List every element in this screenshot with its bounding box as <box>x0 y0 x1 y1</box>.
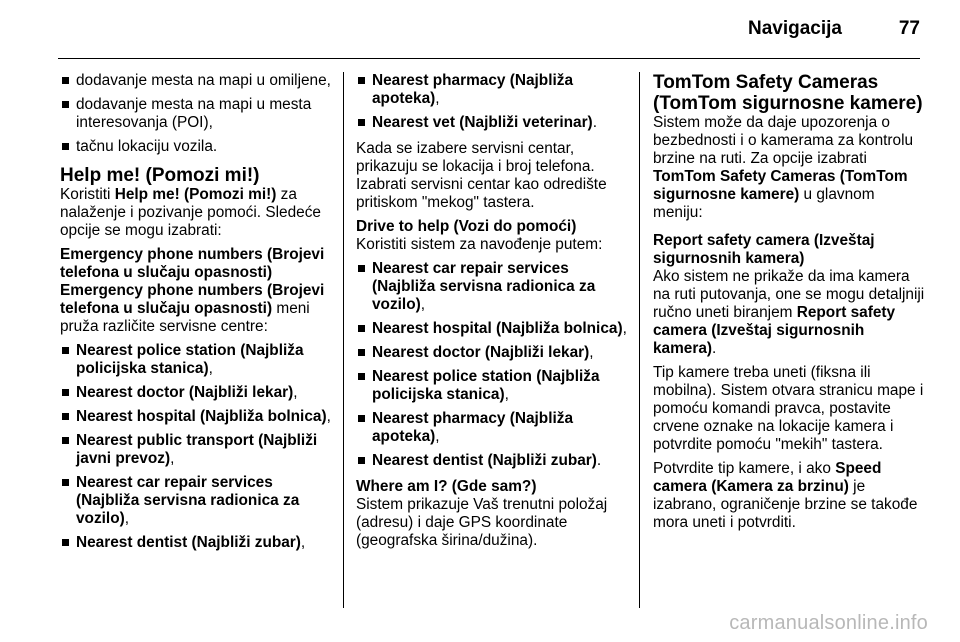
list-item: Nearest police station (Najbliža policijska stanica), <box>60 342 332 378</box>
column-divider-2 <box>639 72 640 608</box>
service-center-paragraph: Kada se izabere servisni centar, prikazuju se lokacija i broj telefona. Izabrati servisni centar kao odredište pritiskom "mekog" tastera. <box>356 140 607 211</box>
watermark: carmanualsonline.info <box>729 612 928 634</box>
report-subheading: Report safety camera (Izveštaj sigurnosnih kamera) <box>653 232 875 267</box>
where-paragraph: Sistem prikazuje Vaš trenutni položaj (adresu) i daje GPS koordinate (geografska širina/dužina). <box>356 496 608 549</box>
services-list <box>60 342 332 552</box>
list-item: tačnu lokaciju vozila. <box>60 138 332 156</box>
top-bullet-list <box>356 72 632 132</box>
page-header <box>0 0 960 60</box>
drive-paragraph: Koristiti sistem za navođenje putem: <box>356 236 603 253</box>
tip-paragraph: Tip kamere treba uneti (fiksna ili mobilna). Sistem otvara stranicu mape i pomoću komandi pravca, postavite crvene oznake na lokacije kamera i potvrdite pomoću "mekih" tastera. <box>653 364 924 453</box>
list-item: Nearest hospital (Najbliža bolnica), <box>356 320 632 338</box>
help-paragraph: Koristiti Help me! (Pomozi mi!) za nalaženje i pozivanje pomoći. Sledeće opcije se mogu izabrati: <box>60 186 321 239</box>
list-item: dodavanje mesta na mapi u mesta interesovanja (POI), <box>60 96 332 132</box>
section-title: Navigacija <box>748 18 842 39</box>
list-item: Nearest dentist (Najbliži zubar). <box>356 452 632 470</box>
safety-cameras-heading: TomTom Safety Cameras (TomTom sigurnosne kamere) <box>653 72 923 114</box>
column-3 <box>653 72 925 538</box>
page-number: 77 <box>898 18 920 39</box>
list-item: Nearest pharmacy (Najbliža apoteka), <box>356 410 632 446</box>
list-item: Nearest doctor (Najbliži lekar), <box>60 384 332 402</box>
emergency-subheading: Emergency phone numbers (Brojevi telefona u slučaju opasnosti) <box>60 246 325 281</box>
drive-subheading: Drive to help (Vozi do pomoći) <box>356 218 577 235</box>
list-item: dodavanje mesta na mapi u omiljene, <box>60 72 332 90</box>
list-item: Nearest doctor (Najbliži lekar), <box>356 344 632 362</box>
report-paragraph: Ako sistem ne prikaže da ima kamera na ruti putovanja, one se mogu detaljniji ručno uneti biranjem Report safety camera (Izveštaj sigurnosnih kamera). <box>653 268 925 357</box>
column-2 <box>356 72 632 556</box>
list-item: Nearest car repair services (Najbliža servisna radionica za vozilo), <box>60 474 332 528</box>
help-heading: Help me! (Pomozi mi!) <box>60 165 260 186</box>
list-item: Nearest dentist (Najbliži zubar), <box>60 534 332 552</box>
list-item: Nearest police station (Najbliža policijska stanica), <box>356 368 632 404</box>
list-item: Nearest car repair services (Najbliža servisna radionica za vozilo), <box>356 260 632 314</box>
column-1 <box>60 72 332 560</box>
top-bullet-list <box>60 72 332 156</box>
list-item: Nearest vet (Najbliži veterinar). <box>356 114 632 132</box>
list-item: Nearest pharmacy (Najbliža apoteka), <box>356 72 632 108</box>
where-subheading: Where am I? (Gde sam?) <box>356 478 537 495</box>
drive-list <box>356 260 632 470</box>
emergency-paragraph: Emergency phone numbers (Brojevi telefona u slučaju opasnosti) meni pruža različite servisne centre: <box>60 282 325 335</box>
list-item: Nearest public transport (Najbliži javni prevoz), <box>60 432 332 468</box>
list-item: Nearest hospital (Najbliža bolnica), <box>60 408 332 426</box>
intro-paragraph: Sistem može da daje upozorenja o bezbednosti i o kamerama za kontrolu brzine na ruti. Za opcije izabrati TomTom Safety Cameras (TomTom sigurnosne kamere) u glavnom meniju: <box>653 114 914 221</box>
header-rule <box>58 58 920 59</box>
column-divider-1 <box>343 72 344 608</box>
confirm-paragraph: Potvrdite tip kamere, i ako Speed camera (Kamera za brzinu) je izabrano, ograničenje brzine se takođe mora uneti i potvrditi. <box>653 460 918 531</box>
